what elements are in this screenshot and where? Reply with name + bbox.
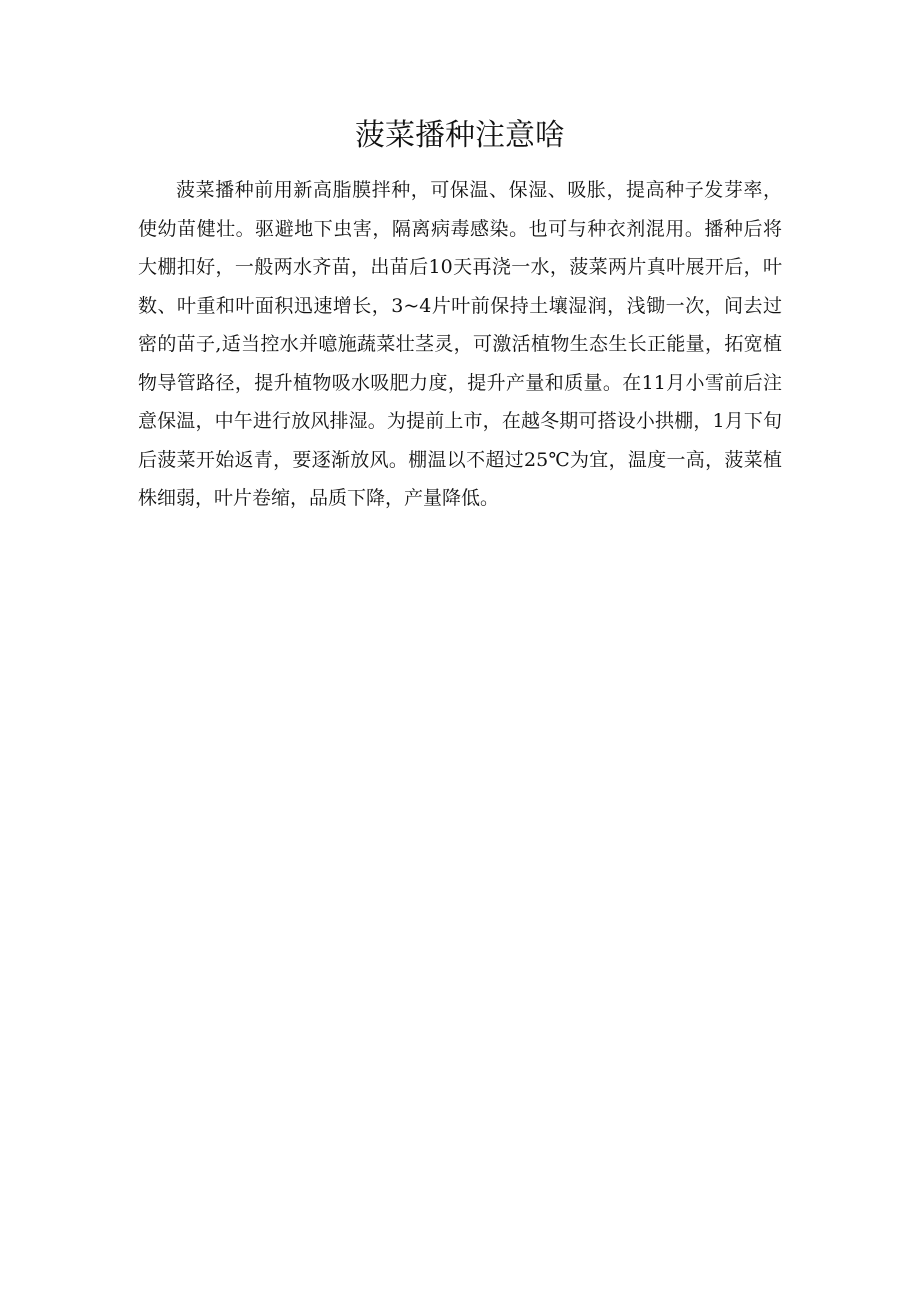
document-title: 菠菜播种注意啥: [355, 118, 565, 153]
document-body-paragraph: 菠菜播种前用新高脂膜拌种，可保温、保湿、吸胀，提高种子发芽率，使幼苗健壮。驱避地下虫害，隔离病毒感染。也可与种衣剂混用。播种后将大棚扣好，一般两水齐苗，出苗后10天再浇一水，菠菜两片真叶展开后，叶数、叶重和叶面积迅速增长，3~4片叶前保持土壤湿润，浅锄一次，间去过密的苗子,适当控水并噫施蔬菜壮茎灵，可激活植物生态生长正能量，拓宽植物导管路径，提升植物吸水吸肥力度，提升产量和质量。在11月小雪前后注意保温，中午进行放风排湿。为提前上市，在越冬期可搭设小拱棚，1月下旬后菠菜开始返青，要逐渐放风。棚温以不超过25℃为宜，温度一高，菠菜植株细弱，叶片卷缩，品质下降，产量降低。: [138, 179, 782, 509]
